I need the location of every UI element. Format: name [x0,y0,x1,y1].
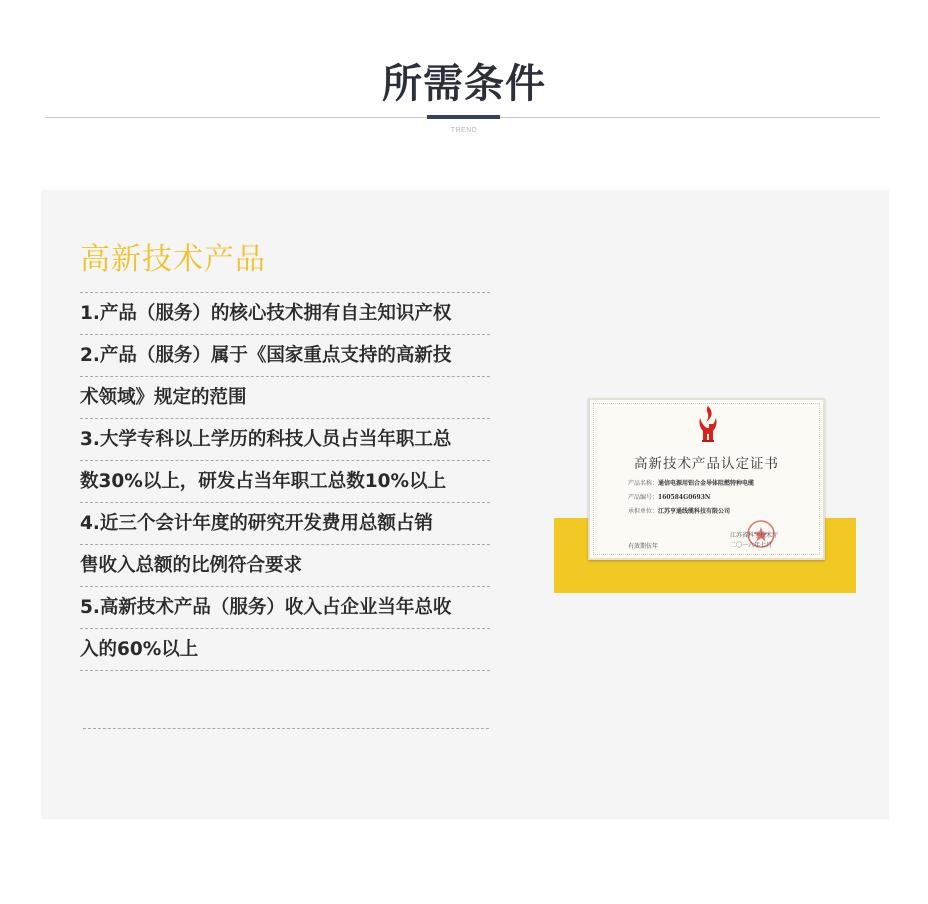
certificate-field-value: 160584G0693N [658,494,711,501]
certificate-field-company [628,506,730,515]
title-subtitle: TREND [450,127,478,134]
certificate-validity: 有效期伍年 [628,543,659,550]
requirements-list [80,292,490,712]
requirement-line: 数30%以上，研发占当年职工总数10%以上 [80,460,490,502]
requirement-line: 入的60%以上 [80,628,490,670]
certificate-field-value: 江苏亨通线缆科技有限公司 [658,508,731,515]
requirement-line-spacer [80,670,490,712]
requirement-line: 1.产品（服务）的核心技术拥有自主知识产权 [80,292,490,334]
certificate-issuer: 江苏省科学技术厅 [730,532,779,539]
certificate-field-product-number [628,492,710,501]
list-end-divider [83,728,489,729]
certificate-field-label: 产品名称： [628,480,659,487]
certificate-field-label: 产品编号： [628,494,659,501]
certificate-title: 高新技术产品认定证书 [634,456,779,472]
page-title: 所需条件 [382,61,546,107]
requirement-line: 3.大学专科以上学历的科技人员占当年职工总 [80,418,490,460]
requirement-line: 售收入总额的比例符合要求 [80,544,490,586]
certificate-image [588,398,825,560]
certificate-date: 二〇一六年七月 [730,542,773,549]
requirement-line: 2.产品（服务）属于《国家重点支持的高新技 [80,334,490,376]
torch-emblem-icon [694,404,722,444]
certificate-field-product-name [628,478,754,487]
certificate-field-label: 承担单位： [628,508,659,515]
requirement-line: 5.高新技术产品（服务）收入占企业当年总收 [80,586,490,628]
title-accent-bar [427,115,500,119]
section-heading: 高新技术产品 [80,242,266,277]
requirement-line: 术领域》规定的范围 [80,376,490,418]
requirement-line: 4.近三个会计年度的研究开发费用总额占销 [80,502,490,544]
certificate-field-value: 通信电源用铝合金导体阻燃特种电缆 [658,480,755,487]
